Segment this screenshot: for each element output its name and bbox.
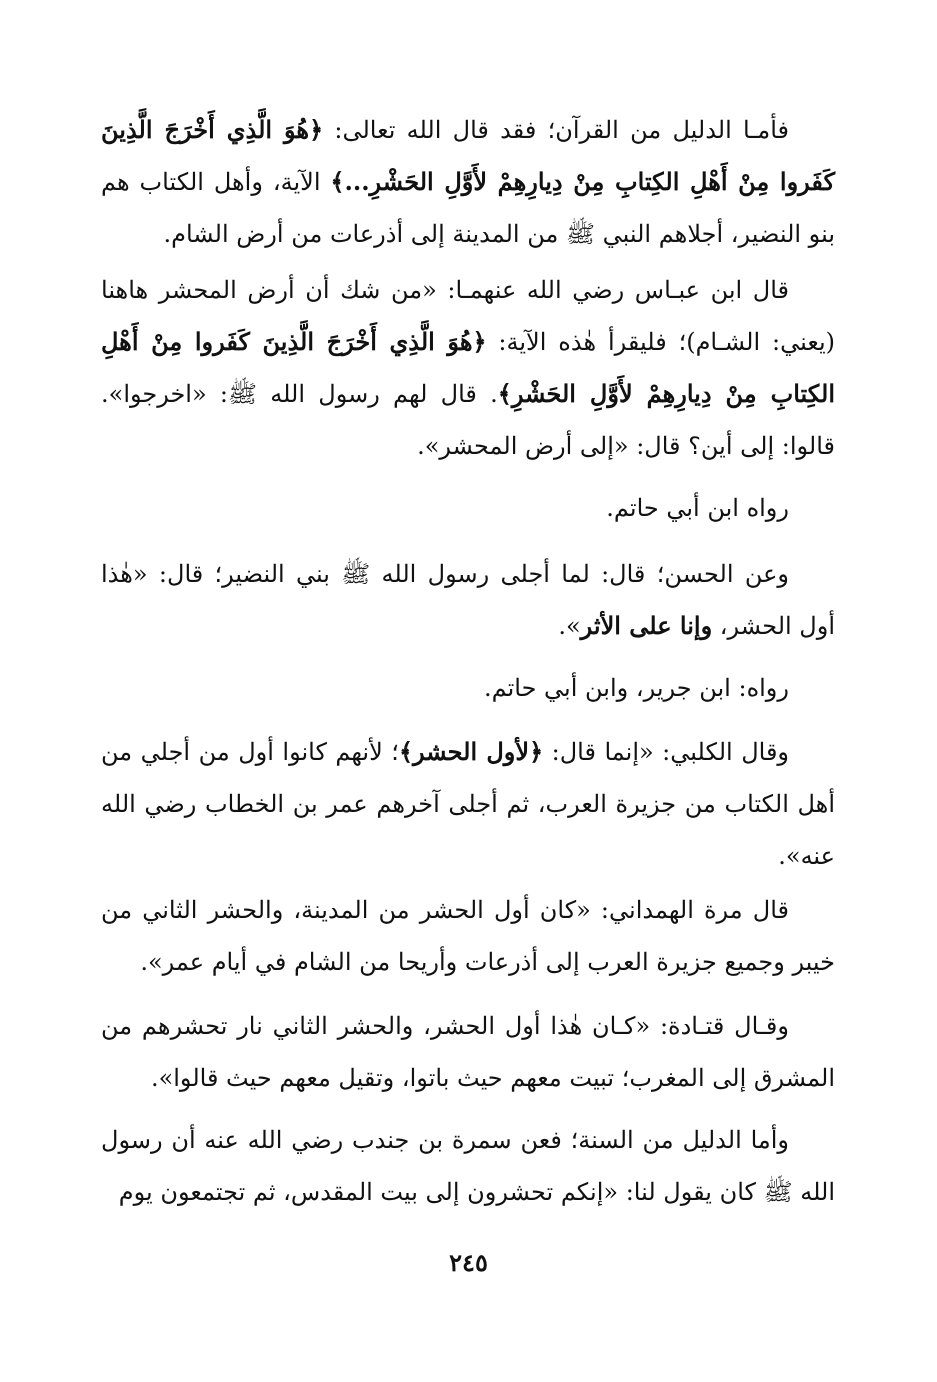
paragraph-5-segment-0: وقال الكلبي: «إنما قال:: [543, 738, 790, 766]
paragraph-al-kalbi: [101, 726, 835, 882]
paragraph-4-segment-0: رواه: ابن جرير، وابن أبي حاتم.: [483, 674, 789, 702]
paragraph-2-segment-0: رواه ابن أبي حاتم.: [606, 494, 789, 522]
page-number: ٢٤٥: [449, 1248, 488, 1277]
paragraph-8-segment-0: وأما الدليل من السنة؛ فعن سمرة بن جندب رضي الله عنه أن رسول الله ﷺ كان يقول لنا: «إنكم تحشرون إلى بيت المقدس، ثم تجتمعون يوم: [101, 1126, 835, 1206]
paragraph-3-segment-2: ».: [558, 612, 581, 640]
paragraph-narration-ibn-abi-hatim: [101, 482, 835, 534]
paragraph-sunnah-evidence: [101, 1114, 835, 1218]
paragraph-0-segment-2: الآية، وأهل الكتاب هم بنو النضير، أجلاهم النبي ﷺ من المدينة إلى أذرعات من أرض الشام.: [101, 168, 835, 248]
paragraph-murra-al-hamdani: [101, 884, 835, 988]
paragraph-6-segment-0: قال مرة الهمداني: «كان أول الحشر من المدينة، والحشر الثاني من خيبر وجميع جزيرة العرب إلى أذرعات وأريحا من الشام في أيام عمر».: [101, 896, 835, 976]
paragraph-0-segment-0: فأمـا الدليل من القرآن؛ فقد قال الله تعالى:: [323, 116, 789, 144]
paragraph-narration-ibn-jarir: [101, 662, 835, 714]
paragraph-quran-evidence: [101, 104, 835, 260]
quran-verse: ﴿لأول الحشر﴾: [398, 737, 544, 766]
paragraph-3-segment-0: وعن الحسن؛ قال: لما أجلى رسول الله ﷺ بني النضير؛ قال: «هٰذا أول الحشر،: [101, 560, 835, 640]
paragraph-qatada: [101, 1000, 835, 1104]
paragraph-7-segment-0: وقـال قتـادة: «كـان هٰذا أول الحشر، والحشر الثاني نار تحشرهم من المشرق إلى المغرب؛ تبيت معهم حيث باتوا، وتقيل معهم حيث قالوا».: [101, 1012, 835, 1092]
paragraph-1-segment-2: . قال لهم رسول الله ﷺ: «اخرجوا». قالوا: إلى أين؟ قال: «إلى أرض المحشر».: [101, 380, 835, 460]
paragraph-ibn-abbas: [101, 264, 835, 472]
quran-verse: ﴿هُوَ الَّذِي أَخْرَجَ الَّذِينَ كَفَروا مِنْ أَهْلِ الكِتابِ مِنْ دِيارِهِمْ لأَوَّلِ الحَشْرِ﴾: [101, 327, 835, 408]
paragraph-1-segment-0: قال ابن عبـاس رضي الله عنهمـا: «من شك أن أرض المحشر هاهنا (يعني: الشـام)؛ فليقرأ هٰذه الآية:: [101, 276, 835, 356]
paragraph-3-bold-segment: وإنا على الأثر: [580, 611, 713, 640]
paragraph-al-hasan: [101, 548, 835, 652]
quran-verse: ﴿هُوَ الَّذِي أَخْرَجَ الَّذِينَ كَفَروا مِنْ أَهْلِ الكِتابِ مِنْ دِيارِهِمْ لأَوَّلِ الحَشْرِ...﴾: [101, 115, 835, 196]
paragraph-5-segment-2: ؛ لأنهم كانوا أول من أجلي من أهل الكتاب من جزيرة العرب، ثم أجلى آخرهم عمر بن الخطاب رضي الله عنه».: [101, 738, 835, 870]
